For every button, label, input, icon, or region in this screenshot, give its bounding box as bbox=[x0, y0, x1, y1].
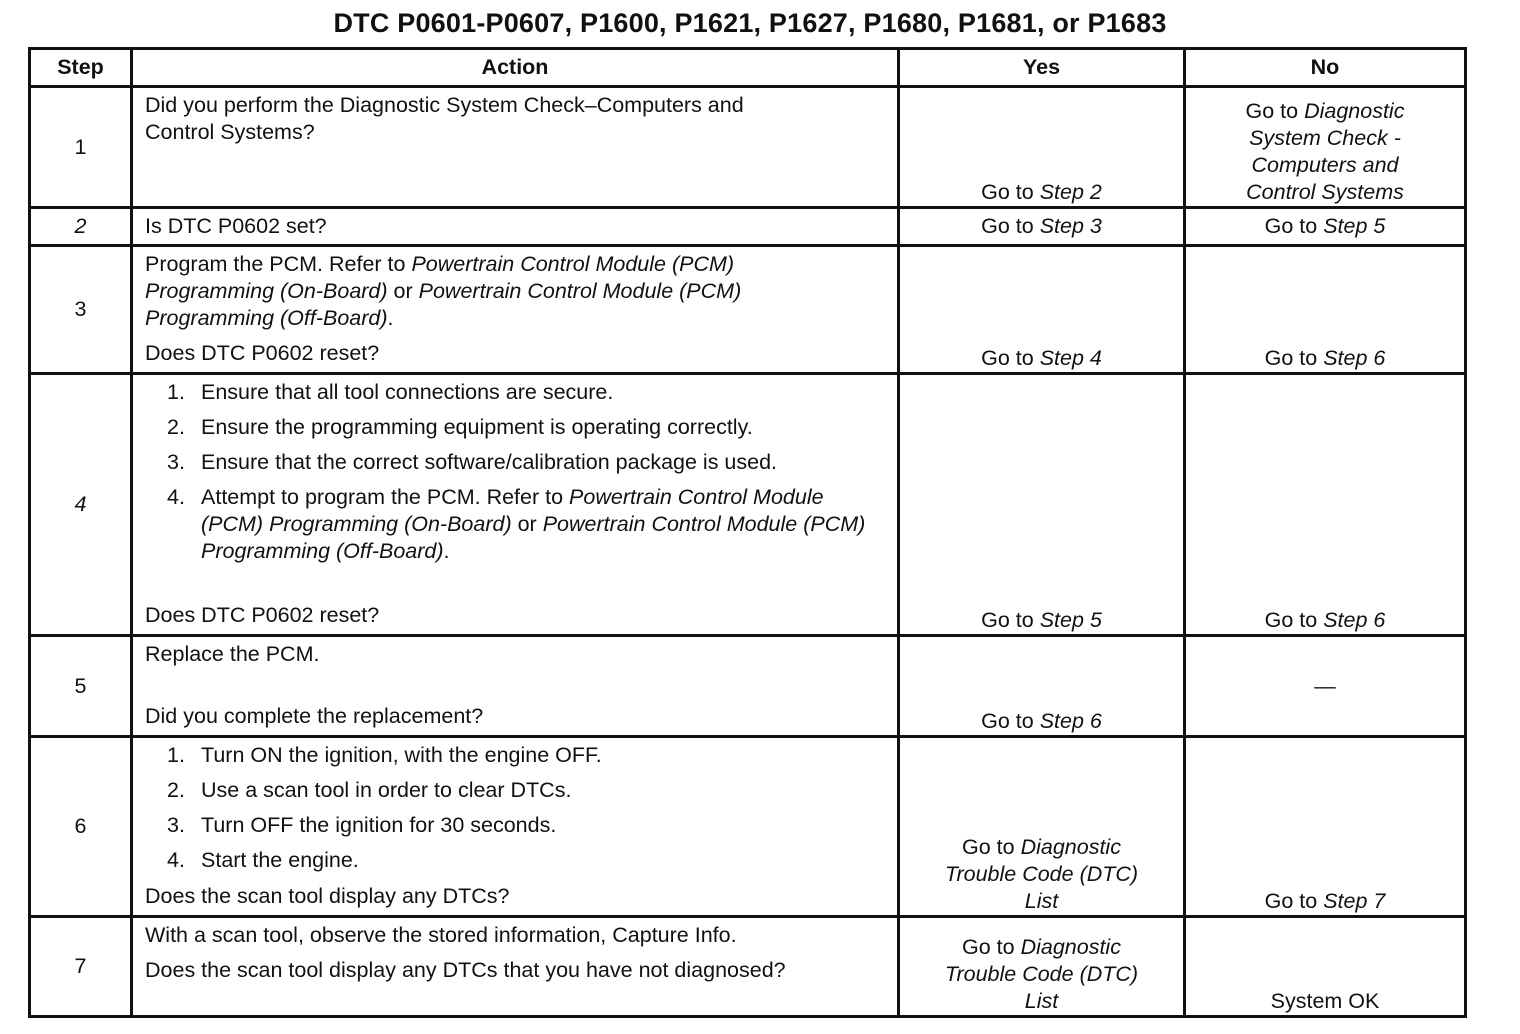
no-answer: — bbox=[1314, 673, 1336, 698]
diagnostic-table bbox=[28, 47, 1467, 1018]
header-row bbox=[30, 49, 1466, 87]
action-cell bbox=[132, 87, 899, 208]
action-text: or bbox=[387, 279, 419, 303]
action-text: Did you perform the Diagnostic System Check–Computers and Control Systems? bbox=[145, 93, 744, 144]
step-number: 6 bbox=[30, 737, 132, 917]
page-title: DTC P0601-P0607, P1600, P1621, P1627, P1680, P1681, or P1683 bbox=[333, 8, 1167, 38]
step-list bbox=[145, 379, 887, 573]
header-yes: Yes bbox=[899, 49, 1185, 87]
reference-link[interactable]: Powertrain Control Module (PCM) Programming (On-Board) bbox=[145, 252, 735, 303]
header-action: Action bbox=[132, 49, 899, 87]
yes-prefix: Go to bbox=[981, 180, 1040, 204]
yes-link[interactable]: Step 5 bbox=[1039, 608, 1102, 632]
step-number: 1 bbox=[30, 87, 132, 208]
action-question: Does the scan tool display any DTCs? bbox=[145, 884, 510, 908]
no-cell bbox=[1185, 246, 1466, 374]
action-cell bbox=[132, 208, 899, 246]
yes-prefix: Go to bbox=[981, 709, 1040, 733]
list-item: 2. Ensure the programming equipment is operating correctly. bbox=[167, 415, 753, 439]
list-item: 2. Use a scan tool in order to clear DTCs. bbox=[167, 778, 572, 802]
no-prefix: Go to bbox=[1264, 346, 1324, 370]
no-link[interactable]: Step 6 bbox=[1323, 608, 1386, 632]
no-link[interactable]: Step 5 bbox=[1323, 214, 1386, 238]
table-row bbox=[30, 737, 1466, 917]
list-item: 3. Ensure that the correct software/calibration package is used. bbox=[167, 450, 778, 474]
no-link[interactable]: Step 7 bbox=[1323, 889, 1386, 913]
list-item: 3. Turn OFF the ignition for 30 seconds. bbox=[167, 813, 557, 837]
step-number: 2 bbox=[30, 208, 132, 246]
action-question: Does DTC P0602 reset? bbox=[145, 603, 380, 627]
yes-link[interactable]: Diagnostic Trouble Code (DTC) List bbox=[944, 835, 1139, 913]
no-prefix: Go to bbox=[1264, 214, 1324, 238]
list-text: Attempt to program the PCM. Refer to bbox=[201, 485, 570, 509]
no-cell bbox=[1185, 737, 1466, 917]
action-text: . bbox=[387, 306, 394, 330]
yes-prefix: Go to bbox=[981, 214, 1040, 238]
yes-prefix: Go to bbox=[981, 608, 1040, 632]
table-row bbox=[30, 87, 1466, 208]
action-instruction: With a scan tool, observe the stored information, Capture Info. bbox=[145, 923, 737, 947]
action-text: Is DTC P0602 set? bbox=[145, 214, 327, 238]
header-step: Step bbox=[30, 49, 132, 87]
yes-cell bbox=[899, 374, 1185, 636]
header-no: No bbox=[1185, 49, 1466, 87]
no-prefix: Go to bbox=[1264, 608, 1324, 632]
list-item: 1. Ensure that all tool connections are secure. bbox=[167, 380, 614, 404]
yes-link[interactable]: Step 3 bbox=[1039, 214, 1102, 238]
yes-link[interactable]: Step 2 bbox=[1039, 180, 1102, 204]
yes-prefix: Go to bbox=[981, 346, 1040, 370]
yes-cell bbox=[899, 917, 1185, 1017]
list-item: 4. Attempt to program the PCM. Refer to Powertrain Control Module (PCM) Programming (On-Board) or Powertrain Control Module (PCM) Programming (Off-Board). bbox=[167, 485, 866, 563]
table-row bbox=[30, 246, 1466, 374]
yes-cell bbox=[899, 87, 1185, 208]
action-instruction: Replace the PCM. bbox=[145, 642, 320, 666]
table-row bbox=[30, 208, 1466, 246]
reference-link[interactable]: Powertrain Control Module (PCM) Programming (Off-Board) bbox=[201, 512, 866, 563]
yes-prefix: Go to bbox=[962, 835, 1021, 859]
action-question: Did you complete the replacement? bbox=[145, 704, 484, 728]
step-list bbox=[145, 742, 887, 874]
action-cell bbox=[132, 636, 899, 737]
yes-link[interactable]: Step 4 bbox=[1039, 346, 1102, 370]
no-cell bbox=[1185, 374, 1466, 636]
no-answer: System OK bbox=[1270, 989, 1380, 1013]
no-prefix: Go to bbox=[1245, 99, 1305, 123]
action-text: Program the PCM. Refer to bbox=[145, 252, 412, 276]
yes-prefix: Go to bbox=[962, 935, 1021, 959]
yes-cell bbox=[899, 208, 1185, 246]
yes-cell bbox=[899, 737, 1185, 917]
list-text: . bbox=[443, 539, 450, 563]
no-cell bbox=[1185, 208, 1466, 246]
action-question: Does DTC P0602 reset? bbox=[145, 341, 380, 365]
step-number: 7 bbox=[30, 917, 132, 1017]
yes-cell bbox=[899, 246, 1185, 374]
no-cell bbox=[1185, 87, 1466, 208]
no-cell bbox=[1185, 636, 1466, 737]
no-prefix: Go to bbox=[1264, 889, 1324, 913]
list-text: or bbox=[511, 512, 543, 536]
reference-link[interactable]: Powertrain Control Module (PCM) Programming (On-Board) bbox=[201, 485, 824, 536]
yes-cell bbox=[899, 636, 1185, 737]
action-cell bbox=[132, 246, 899, 374]
step-number: 3 bbox=[30, 246, 132, 374]
table-row bbox=[30, 636, 1466, 737]
action-question: Does the scan tool display any DTCs that you have not diagnosed? bbox=[145, 958, 786, 982]
list-item: 4. Start the engine. bbox=[167, 848, 359, 872]
action-instruction bbox=[145, 251, 857, 332]
table-row bbox=[30, 917, 1466, 1017]
list-item: 1. Turn ON the ignition, with the engine OFF. bbox=[167, 743, 602, 767]
step-number: 4 bbox=[30, 374, 132, 636]
yes-link[interactable]: Diagnostic Trouble Code (DTC) List bbox=[944, 935, 1139, 1013]
reference-link[interactable]: Powertrain Control Module (PCM) Programming (Off-Board) bbox=[145, 279, 742, 330]
step-number: 5 bbox=[30, 636, 132, 737]
no-link[interactable]: Step 6 bbox=[1323, 346, 1386, 370]
yes-link[interactable]: Step 6 bbox=[1039, 709, 1102, 733]
action-cell bbox=[132, 917, 899, 1017]
action-cell bbox=[132, 374, 899, 636]
table-row bbox=[30, 374, 1466, 636]
no-link[interactable]: Diagnostic System Check - Computers and Control Systems bbox=[1246, 99, 1405, 204]
no-cell bbox=[1185, 917, 1466, 1017]
action-cell bbox=[132, 737, 899, 917]
